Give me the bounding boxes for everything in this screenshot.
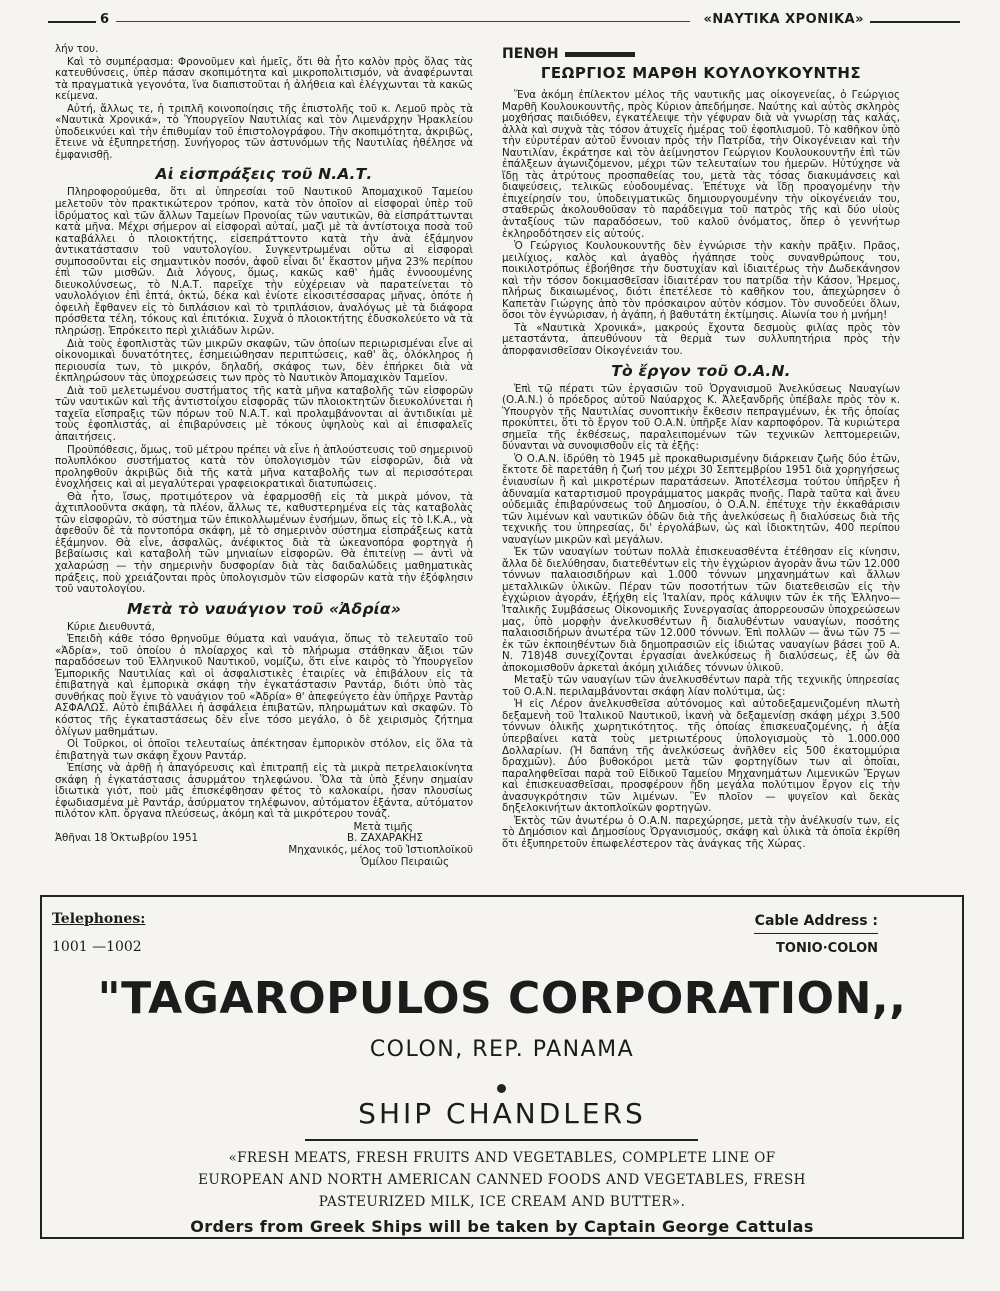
left-column [55, 44, 473, 868]
paragraph: Θὰ ἦτο, ἴσως, προτιμότερον νὰ ἐφαρμοσθῇ εἰς τὰ μικρὰ μόνον, τὰ ἀχτιπλοοῦντα σκάφη, τὰ πλέον, ἄλλως τε, καθυστερημένα εἰς τὰς καταβολὰς τῶν εἰσφορῶν, τὸ σύστημα τῶν ἐπικολλωμένων ἐνσήμων, ὅπως εἰς τὸ Ι.Κ.Α., νὰ ἀφεθοῦν δὲ τὰ ποντοπόρα σκάφη, μὲ τὸ σημερινὸν σύστημα εἰσπράξεως κατὰ ἑξάμηνον. Θὰ εἶνε, ἀσφαλῶς, ἀνέφικτος διὰ τὰ ὠκεανοπόρα φορτηγὰ ἡ βεβαίωσις καὶ καταβολὴ τῶν μηνιαίων εἰσφορῶν. Θὰ ἐπιτείνῃ — ἀντὶ νὰ χαλαρώσῃ — τὴν σημερινὴν δυσφορίαν διὰ τὰς δαιδαλώδεις μαθηματικὰς πράξεις, ποὺ χρειάζονται πρὸς ὑπολογισμὸν τῶν εἰσφορῶν κατὰ τὴν ἐξόφλησιν τοῦ ναυτολογίου. [55, 490, 473, 596]
section-heading-adria: Μετὰ τὸ ναυάγιον τοῦ «Ἀδρία» [126, 599, 402, 618]
goods-line: PASTEURIZED MILK, ICE CREAM AND BUTTER». [318, 1194, 686, 1210]
running-header [40, 10, 960, 32]
section-heading-nat: Αἱ εἰσπράξεις τοῦ Ν.Α.Τ. [155, 165, 373, 184]
paragraph: Οἱ Τοῦρκοι, οἱ ὁποῖοι τελευταίως ἀπέκτησαν ἐμπορικὸν στόλον, εἰς ὅλα τὰ ἐπιβατηγὰ των σκάφη ἔχουν Ραντάρ. [55, 738, 473, 762]
business-rule [305, 1139, 698, 1141]
letter-signature [55, 822, 473, 868]
paragraph: Ἕνα ἀκόμη ἐπίλεκτον μέλος τῆς ναυτικῆς μας οἰκογενείας, ὁ Γεώργιος Μαρθῆ Κουλουκουντῆς, πρὸς Κύριον ἀπεδήμησε. Ναύτης καὶ αὐτὸς σκληρὸς μοχθήσας παιδιόθεν, ἐγκατέλειψε τὴν γέφυραν διὰ νὰ γνωρίσῃ τὰς καλάς, ἀλλὰ καὶ συχνὰ τὰς τόσον ἀτυχεῖς ἡμέρας τοῦ ἐφοπλισμοῦ. Τὸ καθῆκον ὑπὸ τὴν εὐρυτέραν αὐτοῦ ἔννοιαν πρὸς τὴν Πατρίδα, τὴν Οἰκογένειαν καὶ τὴν Ναυτιλίαν, ἐκράτησε καὶ τὸν ἀείμνηστον Γεώργιον Κουλουκουντῆν ἐπὶ τῶν ἐπάλξεων ἀγωνιζόμενον, μέχρι τῶν τελευταίων του ἡμερῶν. Ηὐτύχησε νὰ ἴδῃ τὰς ἀτρύτους προσπαθείας του, μετὰ τὰς τόσας διακυμάνσεις καὶ διαψεύσεις, τελικῶς εὐοδουμένας. Ἐπέτυχε νὰ ἴδῃ προαγομένην τὴν ἐπιχείρησίν του, ὑποδειγματικῶς δημιουργουμένην τὴν οἰκογένειάν του, σταθερῶς ἀκολουθοῦσαν τὸ παράδειγμα τοῦ πατρὸς τῆς καὶ δύο υἱοὺς ἀνταξίους τῶν παραδόσεων, τοῦ καλοῦ ὀνόματος, ὅπερ ὁ γεννήτωρ ἐκληροδότησεν εἰς αὐτούς. [502, 89, 900, 240]
heading-bar [565, 52, 635, 57]
closing: Μετὰ τιμῆς [353, 820, 413, 833]
paragraph: Αὐτή, ἄλλως τε, ἡ τριπλῆ κοινοποίησις τῆς ἐπιστολῆς τοῦ κ. Λεμοῦ πρὸς τὰ «Ναυτικὰ Χρονικά», τὸ Ὑπουργεῖον Ναυτιλίας καὶ τὸν Λιμενάρχην Ἡρακλείου ὑποδεικνύει καὶ τὴν ἐπιθυμίαν τοῦ ἐπιστολογράφου. Τὴν σκοπιμότητα, ἀκριβῶς, ἔτεινε νὰ ἐξυπηρετήσῃ. Συνήγορος τῶν ἀστυνόμων τῆς Ναυτιλίας ἠθέλησε νὰ ἐμφανισθῇ. [55, 102, 473, 161]
obituary-name: ΓΕΩΡΓΙΟΣ ΜΑΡΘΗ ΚΟΥΛΟΥΚΟΥΝΤΗΣ [540, 64, 862, 82]
paragraph: Ὁ Γεώργιος Κουλουκουντῆς δὲν ἐγνώρισε τὴν κακὴν πρᾶξιν. Πρᾶος, μειλίχιος, καλὸς καὶ ἀγαθὸς ἠγάπησε τοὺς συνανθρώπους του, ποικιλοτρόπως ἐβοήθησε τὴν δυστυχίαν καὶ ἰδιαιτέρως τὴν Δωδεκάνησον καὶ τὴν τόσον δοκιμασθεῖσαν ἰδιαιτέραν του πατρίδα τὴν Κάσον. Ἠρεμος, πλήρως δικαιωμένος, διότι ἐπετέλεσε τὸ καθῆκον του, ἀπεχώρησεν ὁ Καπετὰν Γιώργης ἀπὸ τὸν πρόσκαιρον αὐτὸν κόσμον. Τὸν συνοδεύει ὅλων, ὅσοι τὸν ἐγνώρισαν, ἡ ἀγάπη, ἡ βαθυτάτη ἐκτίμησις. Αἰωνία του ἡ μνήμη! [502, 240, 900, 322]
paragraph: Ἐκτὸς τῶν ἀνωτέρω ὁ Ο.Α.Ν. παρεχώρησε, μετὰ τὴν ἀνέλκυσίν των, εἰς τὸ Δημόσιον καὶ Δημοσίους Ὀργανισμούς, σκάφη καὶ ὑλικὰ τὰ ὁποῖα ἐκρίθη ὅτι ἐξυπηρετοῦν ἐπωφελέστερον τὰς ἀνάγκας τῆς Χώρας. [502, 814, 900, 850]
paragraph: Καὶ τὸ συμπέρασμα: Φρονοῦμεν καὶ ἡμεῖς, ὅτι θὰ ἦτο καλὸν πρὸς ὅλας τὰς κατευθύνσεις, ὑπὲρ πάσαν σκοπιμότητα καὶ μικροπολιτισμόν, νὰ ἀναφέρωνται τὰ πραγματικὰ γεγονότα, ἵνα διαπιστοῦται ἡ ἀλήθεια καὶ ἐλέγχωνται τὰ κακῶς κείμενα. [55, 55, 473, 103]
paragraph: Ἐπίσης νὰ ἀρθῇ ἡ ἀπαγόρευσις καὶ ἐπιτραπῇ εἰς τὰ μικρὰ πετρελαιοκίνητα σκάφη ἡ ἐγκατάστασις ἀσυρμάτου τηλεφώνου. Ὅλα τὰ ὑπὸ ξένην σημαίαν ἰδιωτικὰ γιότ, ποὺ μᾶς ἐπισκέφθησαν φέτος τὸ καλοκαίρι, ἦσαν πλουσίως ἐφωδιασμένα μὲ Ραντάρ, ἀσύρματον τηλέφωνον, αὐτόματον ἑξάντα, αὐτόματον πιλότον κλπ. ὄργανα πλεύσεως, ἀκόμη καὶ τὰ μικρότερου τονάζ. [55, 762, 473, 821]
company-name: "TAGAROPULOS CORPORATION,, [97, 973, 907, 1024]
paragraph: Πληροφορούμεθα, ὅτι αἱ ὑπηρεσίαι τοῦ Ναυτικοῦ Ἀπομαχικοῦ Ταμείου μελετοῦν τὸν πρακτικώτερον τρόπον, κατὰ τὸν ὁποῖον αἱ εἰσφοραὶ ὑπὲρ τοῦ ἱδρύματος καὶ τῶν ἄλλων Ταμείων Προνοίας τῶν ναυτικῶν, θὰ εἰσπράττωνται κατὰ μῆνα. Μέχρι σήμερον αἱ εἰσφοραὶ αὐταί, μαζὶ μὲ τὰ ἀντίστοιχα ποσὰ τοῦ καταβάλλει ὁ πλοιοκτήτης, εἰσεπράττοντο κατὰ τὴν ἀνὰ ἑξάμηνον ἀντικατάστασιν τοῦ ναυτολογίου. Συγκεντρωμέναι οὕτω αἱ εἰσφοραὶ συμποσοῦνται εἰς σημαντικὸν ποσόν, ἀφοῦ εἶναι δι' ἕκαστον μῆνα 23% περίπου ἐπὶ τῶν μισθῶν. Διὰ λόγους, ὅμως, κακῶς καθ' ἡμᾶς ἐννοουμένης διευκολύνσεως, τὸ Ν.Α.Τ. παρεῖχε τὴν εὐχέρειαν νὰ παρατείνεται τὸ ναυλολόγιον ἐπὶ ἑπτά, ὀκτώ, δέκα καὶ ἐνίοτε εἰκοσιτέσσαρας μῆνας, ὁπότε ἡ ὀφειλὴ ἔφθανεν εἰς τὸ διπλάσιον καὶ τὸ τριπλάσιον, ἀναλόγως μὲ τὰ διάφορα πρόσθετα τέλη, τόκους καὶ ἐπιτόκια. Συχνὰ ὁ πλοιοκτήτης ἐδυσκολεύετο νὰ τὰ πληρώσῃ. Ἐπρόκειτο περὶ χιλιάδων λιρῶν. [55, 186, 473, 338]
paragraph: Μεταξὺ τῶν ναυαγίων τῶν ἀνελκυσθέντων παρὰ τῆς τεχνικῆς ὑπηρεσίας τοῦ Ο.Α.Ν. περιλαμβάνονται σκάφη λίαν πολύτιμα, ὡς: [502, 674, 900, 698]
paragraph: Ἐπὶ τῷ πέρατι τῶν ἐργασιῶν τοῦ Ὀργανισμοῦ Ἀνελκύσεως Ναυαγίων (Ο.Α.Ν.) ὁ πρόεδρος αὐτοῦ Ναύαρχος Κ. Ἀλεξανδρῆς ὑπέβαλε πρὸς τὸν κ. Ὑπουργὸν τῆς Ναυτιλίας συνοπτικὴν ἔκθεσιν πεπραγμένων, ἐκ τῆς ὁποίας προκύπτει, ὅτι τὸ ἔργον τοῦ Ο.Α.Ν. ὑπῆρξε λίαν καρποφόρον. Τὰ κυριώτερα σημεῖα τῆς ἐκθέσεως, παραλειπομένων τῶν τεχνικῶν λεπτομερειῶν, δύνανται νὰ συνοψισθοῦν εἰς τὰ ἑξῆς: [502, 382, 900, 453]
paragraph: Διὰ τοῦ μελετωμένου συστήματος τῆς κατὰ μῆνα καταβολῆς τῶν εἰσφορῶν τῶν ναυτικῶν καὶ τῆς ἀντιστοίχου εἰσφορᾶς τῶν πλοιοκτητῶν διευκολύνεται ἡ ταχεῖα εἴσπραξις τῶν πόρων τοῦ Ν.Α.Τ. καὶ προλαμβάνονται αἱ ἀντιδικίαι μὲ τοὺς ἐφοπλιστάς, αἱ ἐπιβαρύνσεις μὲ τόκους ὑψηλοὺς καὶ αἱ ἐπισφαλεῖς ἀπαιτήσεις. [55, 384, 473, 443]
business-type: SHIP CHANDLERS [358, 1097, 646, 1130]
company-location: COLON, REP. PANAMA [369, 1037, 635, 1062]
obituary-heading [502, 46, 900, 62]
paragraph: Ἡ εἰς Λέρον ἀνελκυσθεῖσα αὐτόνομος καὶ αὐτοδεξαμενιζομένη πλωτὴ δεξαμενὴ τοῦ Ἰταλικοῦ Ναυτικοῦ, ἱκανὴ νὰ δεξαμενίσῃ σκάφη μέχρι 3.500 τόννων ὁλικῆς χωρητικότητος. τῆς ὁποίας ἐπισκευαζομένης, ἡ ἀξία ὑπερβαίνει κατὰ τοὺς μετριωτέρους ὑπολογισμοὺς τὸ 1.000.000 Δολλαρίων. (Ἡ δαπάνη τῆς ἀνελκύσεως ἀνῆλθεν εἰς 500 ἑκατομμύρια δραχμῶν). Δύο βυθοκόροι μετὰ τῶν φορτηγίδων των αἱ ὁποῖαι, παραληφθεῖσαι παρὰ τοῦ Εἰδικοῦ Ταμείου Μηχανημάτων Λιμενικῶν Ἔργων καὶ ἐπισκευασθεῖσαι, προσφέρουν ἤδη μεγάλα πολύτιμον ἔργον εἰς τὴν ἀνασυγκρότησιν τῶν λιμένων. Ἓν πλοῖον — ψυγεῖον καὶ δεκὰς δηξελοκινήτων ἀκτοπλοϊκῶν φορτηγῶν. [502, 698, 900, 815]
paragraph: Προϋπόθεσις, ὅμως, τοῦ μέτρου πρέπει νὰ εἶνε ἡ ἁπλούστευσις τοῦ σημερινοῦ πολυπλόκου συστήματος κατὰ τὸν ὑπολογισμὸν τῶν εἰσφορῶν, διὰ νὰ προληφθοῦν ἀκριβῶς διὰ τῆς κατὰ μῆνα καταβολῆς των αἱ περισσότεραι ἐνοχλήσεις καὶ αἱ μεγαλύτεραι γραφειοκρατικαὶ διατυπώσεις. [55, 443, 473, 491]
header-rule [870, 21, 960, 23]
orders-line: Orders from Greek Ships will be taken by Captain George Cattulas [190, 1217, 814, 1236]
cable-label: Cable Address : [754, 913, 878, 929]
telephones-label: Telephones: [52, 911, 146, 927]
paragraph: Ἐκ τῶν ναυαγίων τούτων πολλὰ ἐπισκευασθέντα ἐτέθησαν εἰς κίνησιν, ἄλλα δὲ διελύθησαν, διατεθέντων εἰς τὴν ἐγχώριον ἀγορὰν ἄνω τῶν 12.000 τόννων παλαιοσιδήρων καὶ 1.000 τόννων μηχανημάτων καὶ ἄλλων μεταλλικῶν ὑλικῶν. Πέραν τῶν ποσοτήτων τῶν διατεθεισῶν εἰς τὴν ἐγχώριον ἀγοράν, ἐξήχθη εἰς Ἰταλίαν, πρὸς κάλυψιν τῶν ἐκ τῆς Ἑλληνο—Ἰταλικῆς Συμβάσεως Οἰκονομικῆς Συνεργασίας ἀπορρεουσῶν ὑποχρεώσεων μας, ὑπὸ μορφὴν ἀνελκυσθέντων ἢ διαλυθέντων ναυαγίων, ποσότης παλαιοσιδήρων ἀνωτέρα τῶν 12.000 τόννων. Ἐπὶ πολλῶν — ἄνω τῶν 75 — ἐκ τῶν ἐκποιηθέντων διὰ δημοπρασιῶν εἰς ἰδιώτας ναυαγίων βάσει τοῦ Α. Ν. 718)48 συνεχίζονται ἐργασίαι ἀνελκύσεως ἢ διαλύσεως, ἐξ ὧν θὰ ἀποκομισθοῦν ἀρκεταὶ ἀκόμη χιλιάδες τόννων ὑλικοῦ. [502, 546, 900, 674]
goods-line: EUROPEAN AND NORTH AMERICAN CANNED FOODS AND VEGETABLES, FRESH [198, 1172, 806, 1188]
signer-title: Μηχανικός, μέλος τοῦ Ἱστιοπλοϊκοῦ [288, 844, 473, 856]
page-number: 6 [100, 12, 110, 27]
telephones-value: 1001 —1002 [52, 939, 142, 955]
signer-org: Ὁμίλου Πειραιῶς [360, 855, 449, 868]
goods-line: «FRESH MEATS, FRESH FRUITS AND VEGETABLES, COMPLETE LINE OF [228, 1150, 776, 1166]
bullet-dot [497, 1084, 506, 1093]
paragraph: Ὁ Ο.Α.Ν. ἱδρύθη τὸ 1945 μὲ προκαθωρισμένην διάρκειαν ζωῆς δύο ἐτῶν, ἔκτοτε δὲ παρετάθη ἡ ζωή του μέχρι 30 Σεπτεμβρίου 1951 διὰ χορηγήσεως ἐνιαυσίων ἢ καὶ μικροτέρων παρατάσεων. Ἀποτέλεσμα τούτου ὑπῆρξεν ἡ ἀδυναμία καταρτισμοῦ προγράμματος μακρᾶς πνοῆς. Παρὰ ταῦτα καὶ ἄνευ οὐδεμιᾶς ἐπιβαρύνσεως τοῦ Δημοσίου, ὁ Ο.Α.Ν. ἐπέτυχε τὴν ἐκκαθάρισιν τῶν λιμένων καὶ ναυτικῶν ὁδῶν διὰ τῆς ἀνελκύσεως ἢ διαλύσεως διὰ τῆς τεχνικῆς του ὑπηρεσίας, δι' ἐργολάβων, ὡς καὶ ἰδιοκτητῶν, 400 περίπου ναυαγίων μικρῶν καὶ μεγάλων. [502, 452, 900, 546]
paragraph: Ἐπειδὴ κάθε τόσο θρηνοῦμε θύματα καὶ ναυάγια, ὅπως τὸ τελευταῖο τοῦ «Ἀδρία», τοῦ ὁποίου ὁ πλοίαρχος καὶ τὸ πλήρωμα στάθηκαν ἄξιοι τῶν παραδόσεων τοῦ Ἑλληνικοῦ Ναυτικοῦ, νομίζω, ὅτι εἶνε καιρὸς τὸ Ὑπουργεῖον Ἐμπορικῆς Ναυτιλίας καὶ οἱ ἀσφαλιστικὲς ἑταιρίες νὰ ἐπιβάλουν εἰς τὰ ἐπιβατηγὰ καὶ ἐμπορικὰ σκάφη τὴν ἐγκατάστασιν Ραντάρ, διότι ὑπὸ τὰς συνθήκας ποὺ ἔγινε τὸ ναυάγιον τοῦ «Ἀδρία» θ' ἀπεφεύγετο ἐὰν ὑπῆρχε Ραντὰρ ΑΣΦΑΛΩΣ. Αὐτὸ ἐπιβάλλει ἡ ἀσφάλεια ἐπιβατῶν, πληρωμάτων καὶ σκαφῶν. Τὸ κόστος τῆς ἐγκαταστάσεως δὲν εἶνε τόσο μεγάλο, ὁ δὲ χειρισμὸς ζήτημα ὀλίγων μαθημάτων. [55, 633, 473, 738]
cable-rule [754, 933, 878, 934]
letter-date: Ἀθῆναι 18 Ὀκτωβρίου 1951 [55, 832, 199, 845]
header-rule [48, 21, 96, 23]
goods-list [112, 1147, 892, 1213]
publication-name: «ΝΑΥΤΙΚΑ ΧΡΟΝΙΚΑ» [703, 12, 864, 27]
paragraph: λήν του. [55, 43, 99, 55]
paragraph: Διὰ τοὺς ἐφοπλιστὰς τῶν μικρῶν σκαφῶν, τῶν ὁποίων περιωρισμέναι εἶνε αἱ οἰκονομικαὶ δυνατότητες, ἐσημειώθησαν περιπτώσεις, καθ' ἃς, ὁλόκληρος ἡ περιουσία των, τὸ μικρόν, δηλαδή, σκάφος των, δὲν ἐπήρκει διὰ νὰ ἐκπληρώσουν τὰς ὑποχρεώσεις των πρὸς τὸ Ναυτικὸν Ἀπομαχικὸν Ταμεῖον. [55, 337, 473, 385]
paragraph: Τὰ «Ναυτικὰ Χρονικά», μακρούς ἔχοντα δεσμοὺς φιλίας πρὸς τὸν μεταστάντα, ἀπευθύνουν τὰ θερμὰ των συλλυπητήρια πρὸς τὴν ἀπορφανισθεῖσαν Οἰκογένειάν του. [502, 321, 900, 358]
obituary-label: ΠΕΝΘΗ [502, 46, 559, 62]
header-rule [116, 21, 690, 22]
signer-name: Β. ΖΑΧΑΡΑΚΗΣ [346, 832, 423, 845]
advertisement-box [40, 895, 964, 1239]
salutation: Κύριε Διευθυντά, [67, 620, 155, 633]
cable-value: TONIO·COLON [776, 941, 878, 956]
section-heading-oan: Τὸ ἔργον τοῦ Ο.Α.Ν. [611, 361, 791, 380]
right-column [502, 44, 900, 851]
